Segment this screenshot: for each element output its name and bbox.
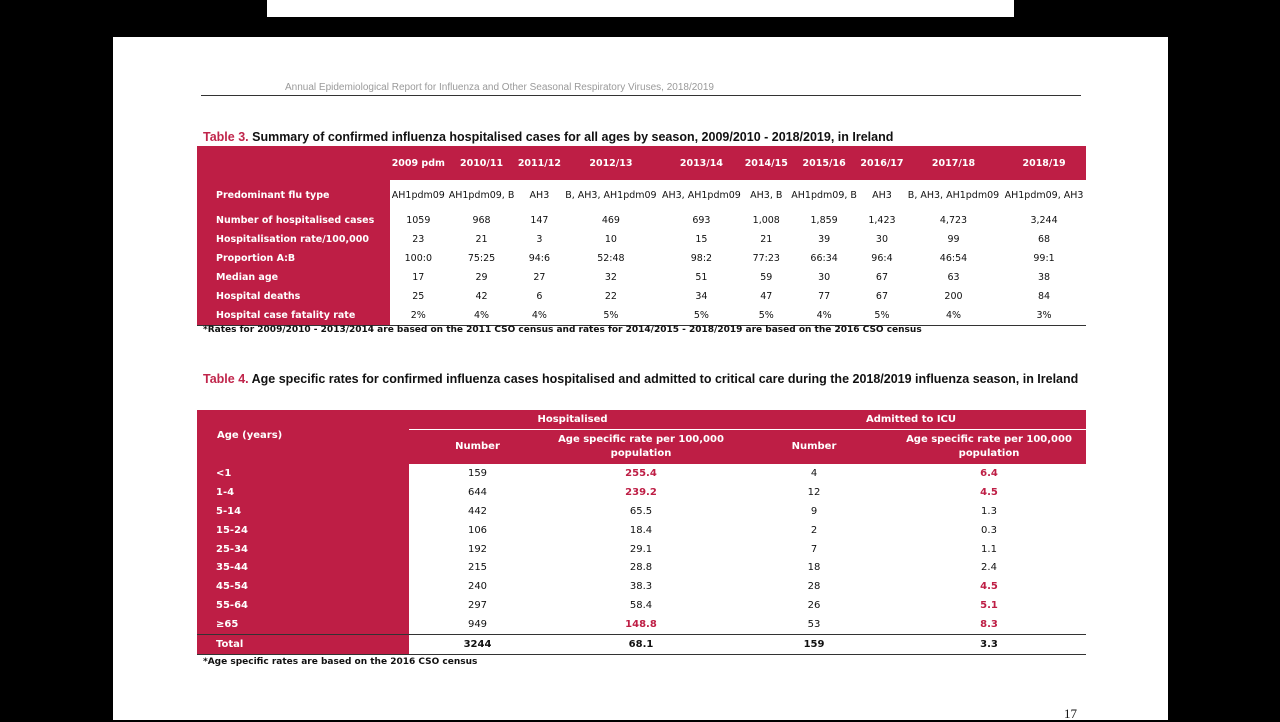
season-header: 2018/19 <box>1002 146 1086 180</box>
table-cell: 1,008 <box>752 214 780 226</box>
hosp-rate-cell: 255.4 <box>625 467 657 479</box>
table-cell: 5% <box>874 309 890 321</box>
hosp-rate-cell: 18.4 <box>629 524 653 536</box>
table-cell: B, AH3, AH1pdm09 <box>565 189 657 201</box>
season-header: 2011/12 <box>516 146 562 180</box>
table-cell: 1,859 <box>810 214 838 226</box>
row-label: Number of hospitalised cases <box>197 211 390 230</box>
table-cell: 693 <box>692 214 711 226</box>
hosp-rate-cell: 29.1 <box>629 543 653 555</box>
season-header: 2014/15 <box>743 146 789 180</box>
table-cell: 84 <box>1037 290 1051 302</box>
table3-header-row <box>197 146 1086 180</box>
table-cell: 68 <box>1037 233 1051 245</box>
hosp-number-cell: 159 <box>467 467 488 479</box>
table-cell: 4% <box>531 309 547 321</box>
icu-number-cell: 53 <box>807 619 821 631</box>
table-cell: 6 <box>536 290 543 302</box>
table-row <box>197 540 1086 559</box>
table4 <box>197 410 1086 655</box>
table-cell: 67 <box>875 290 889 302</box>
table-cell: 47 <box>760 290 773 302</box>
hosp-rate-cell: 148.8 <box>625 619 657 631</box>
table-cell: 94:6 <box>528 252 551 264</box>
season-header: 2016/17 <box>859 146 905 180</box>
table3-corner <box>197 146 390 180</box>
icu-number-cell: 26 <box>807 600 821 612</box>
icu-number-cell: 28 <box>807 581 821 593</box>
table-cell: 32 <box>604 271 617 283</box>
table3-caption <box>203 128 893 146</box>
age-group-label: 55-64 <box>197 596 409 615</box>
table-cell: 51 <box>695 271 708 283</box>
total-label: Total <box>197 635 409 655</box>
table-cell: 42 <box>475 290 488 302</box>
hosp-rate-cell: 239.2 <box>625 486 657 498</box>
row-label: Proportion A:B <box>197 249 390 268</box>
table-cell: 38 <box>1037 271 1051 283</box>
age-group-label: 15-24 <box>197 521 409 540</box>
table-row <box>197 483 1086 502</box>
table-cell: AH1pdm09, AH3 <box>1004 189 1084 201</box>
age-group-label: 25-34 <box>197 540 409 559</box>
hosp-number-cell: 297 <box>467 600 488 612</box>
table-cell: 5% <box>758 309 774 321</box>
table-row <box>197 211 1086 230</box>
icu-rate-cell: 5.1 <box>980 600 998 612</box>
table-cell: 4,723 <box>939 214 968 226</box>
total-icu-rate: 3.3 <box>892 635 1086 655</box>
icu-group-header: Admitted to ICU <box>736 410 1086 430</box>
hosp-rate-cell: 28.8 <box>629 562 653 574</box>
table-row <box>197 502 1086 521</box>
table4-title: Age specific rates for confirmed influenza cases hospitalised and admitted to critical care during the 2018/2019 influenza season, in Ireland <box>251 372 1079 386</box>
table-cell: 29 <box>475 271 488 283</box>
top-page-strip <box>267 0 1014 17</box>
total-hosp-number: 3244 <box>409 635 546 655</box>
hosp-rate-header: Age specific rate per 100,000 population <box>546 430 736 465</box>
table-cell: 30 <box>818 271 831 283</box>
table-cell: 4% <box>474 309 490 321</box>
icu-rate-cell: 8.3 <box>980 619 998 631</box>
table-cell: 22 <box>604 290 617 302</box>
hosp-number-cell: 192 <box>467 543 488 555</box>
icu-rate-cell: 6.4 <box>980 467 998 479</box>
table-row <box>197 615 1086 634</box>
season-header: 2012/13 <box>562 146 659 180</box>
hosp-rate-cell: 58.4 <box>629 600 653 612</box>
table-cell: AH1pdm09 <box>391 189 445 201</box>
table-cell: 99:1 <box>1033 252 1055 264</box>
icu-number-cell: 18 <box>807 562 821 574</box>
hosp-number-cell: 442 <box>467 505 488 517</box>
table-cell: 15 <box>695 233 708 245</box>
season-header: 2013/14 <box>660 146 744 180</box>
table-cell: 10 <box>604 233 617 245</box>
row-label: Hospital case fatality rate <box>197 306 390 326</box>
table-cell: 100:0 <box>404 252 432 264</box>
header-divider <box>201 95 1081 96</box>
table-cell: 77 <box>818 290 831 302</box>
age-group-label: 35-44 <box>197 558 409 577</box>
document-page <box>113 37 1168 720</box>
table-cell: 59 <box>760 271 773 283</box>
table-row <box>197 306 1086 326</box>
row-label: Median age <box>197 268 390 287</box>
icu-rate-cell: 1.3 <box>981 505 997 517</box>
age-group-label: 45-54 <box>197 577 409 596</box>
age-group-label: 1-4 <box>197 483 409 502</box>
total-icu-number: 159 <box>736 635 892 655</box>
table-cell: 4% <box>816 309 832 321</box>
table-row <box>197 268 1086 287</box>
icu-number-cell: 12 <box>807 486 821 498</box>
table-cell: 4% <box>945 309 962 321</box>
table-row <box>197 521 1086 540</box>
hosp-number-cell: 106 <box>467 524 488 536</box>
row-label: Predominant flu type <box>197 180 390 211</box>
table-cell: 99 <box>947 233 960 245</box>
table-cell: 34 <box>695 290 708 302</box>
table-cell: AH1pdm09, B <box>791 189 857 201</box>
table-cell: AH3 <box>529 189 550 201</box>
table-cell: AH3 <box>872 189 892 201</box>
table-cell: 3,244 <box>1030 214 1058 226</box>
table-cell: 5% <box>603 309 619 321</box>
table-row <box>197 596 1086 615</box>
table4-label: Table 4. <box>203 372 249 386</box>
table-row <box>197 558 1086 577</box>
age-group-label: ≥65 <box>197 615 409 634</box>
table4-body <box>197 464 1086 654</box>
table-cell: 469 <box>601 214 620 226</box>
table-cell: 39 <box>818 233 831 245</box>
table-cell: B, AH3, AH1pdm09 <box>907 189 1000 201</box>
table-cell: 2% <box>410 309 426 321</box>
icu-number-cell: 7 <box>810 543 818 555</box>
table3 <box>197 146 1086 326</box>
table-row <box>197 180 1086 211</box>
table-row <box>197 249 1086 268</box>
table-cell: 5% <box>693 309 709 321</box>
table-cell: 3 <box>536 233 543 245</box>
table-cell: 75:25 <box>467 252 496 264</box>
icu-number-header: Number <box>736 430 892 465</box>
icu-rate-cell: 4.5 <box>980 486 998 498</box>
table3-body <box>197 180 1086 326</box>
table-cell: 30 <box>875 233 889 245</box>
row-label: Hospitalisation rate/100,000 <box>197 230 390 249</box>
table-cell: 21 <box>475 233 488 245</box>
page-number: 17 <box>1064 706 1077 721</box>
table-cell: 23 <box>412 233 425 245</box>
table-cell: 96:4 <box>871 252 893 264</box>
total-row <box>197 635 1086 655</box>
hosp-number-cell: 949 <box>467 619 488 631</box>
table-cell: 52:48 <box>597 252 625 264</box>
table-row <box>197 230 1086 249</box>
table-cell: 25 <box>412 290 425 302</box>
season-header: 2010/11 <box>447 146 517 180</box>
row-label: Hospital deaths <box>197 287 390 306</box>
table-cell: 98:2 <box>690 252 713 264</box>
table-cell: 200 <box>944 290 963 302</box>
table-cell: 27 <box>533 271 546 283</box>
table4-caption <box>203 370 1083 388</box>
table-cell: AH3, AH1pdm09 <box>662 189 741 201</box>
icu-rate-cell: 0.3 <box>981 524 997 536</box>
icu-rate-cell: 1.1 <box>981 543 997 555</box>
table-cell: 1059 <box>406 214 431 226</box>
hosp-number-cell: 240 <box>467 581 488 593</box>
table3-label: Table 3. <box>203 130 249 144</box>
table-cell: 63 <box>947 271 960 283</box>
season-header: 2009 pdm <box>390 146 447 180</box>
table3-title: Summary of confirmed influenza hospitalised cases for all ages by season, 2009/2010 - 2018/2019, in Ireland <box>252 130 894 144</box>
hosp-number-cell: 644 <box>467 486 488 498</box>
season-header: 2015/16 <box>789 146 859 180</box>
table-cell: 968 <box>472 214 491 226</box>
table3-footnote: *Rates for 2009/2010 - 2013/2014 are based on the 2011 CSO census and rates for 2014/2015 - 2018/2019 are based on the 2016 CSO census <box>203 325 922 335</box>
table-cell: 67 <box>875 271 889 283</box>
hosp-number-cell: 215 <box>467 562 488 574</box>
table-cell: AH1pdm09, B <box>448 189 515 201</box>
icu-rate-cell: 4.5 <box>980 581 998 593</box>
hosp-number-header: Number <box>409 430 546 465</box>
table-cell: 46:54 <box>939 252 968 264</box>
table-row <box>197 287 1086 306</box>
icu-number-cell: 9 <box>810 505 818 517</box>
table-cell: AH3, B <box>750 189 783 201</box>
hospitalised-group-header: Hospitalised <box>409 410 736 430</box>
table-cell: 3% <box>1036 309 1052 321</box>
table-cell: 21 <box>760 233 773 245</box>
table-cell: 147 <box>530 214 549 226</box>
icu-number-cell: 2 <box>810 524 818 536</box>
hosp-rate-cell: 65.5 <box>629 505 653 517</box>
table-row <box>197 464 1086 483</box>
age-group-label: <1 <box>197 464 409 483</box>
total-hosp-rate: 68.1 <box>546 635 736 655</box>
age-column-header: Age (years) <box>197 410 409 464</box>
season-header: 2017/18 <box>905 146 1002 180</box>
age-group-label: 5-14 <box>197 502 409 521</box>
running-header: Annual Epidemiological Report for Influenza and Other Seasonal Respiratory Viruses, 2018/2019 <box>285 82 714 93</box>
icu-rate-header: Age specific rate per 100,000 population <box>892 430 1086 465</box>
table-cell: 66:34 <box>810 252 838 264</box>
table-cell: 17 <box>412 271 425 283</box>
table-cell: 1,423 <box>868 214 896 226</box>
icu-rate-cell: 2.4 <box>981 562 997 574</box>
hosp-rate-cell: 38.3 <box>629 581 653 593</box>
icu-number-cell: 4 <box>810 467 818 479</box>
table-cell: 77:23 <box>752 252 780 264</box>
table4-footnote: *Age specific rates are based on the 2016 CSO census <box>203 657 478 667</box>
table-row <box>197 577 1086 596</box>
